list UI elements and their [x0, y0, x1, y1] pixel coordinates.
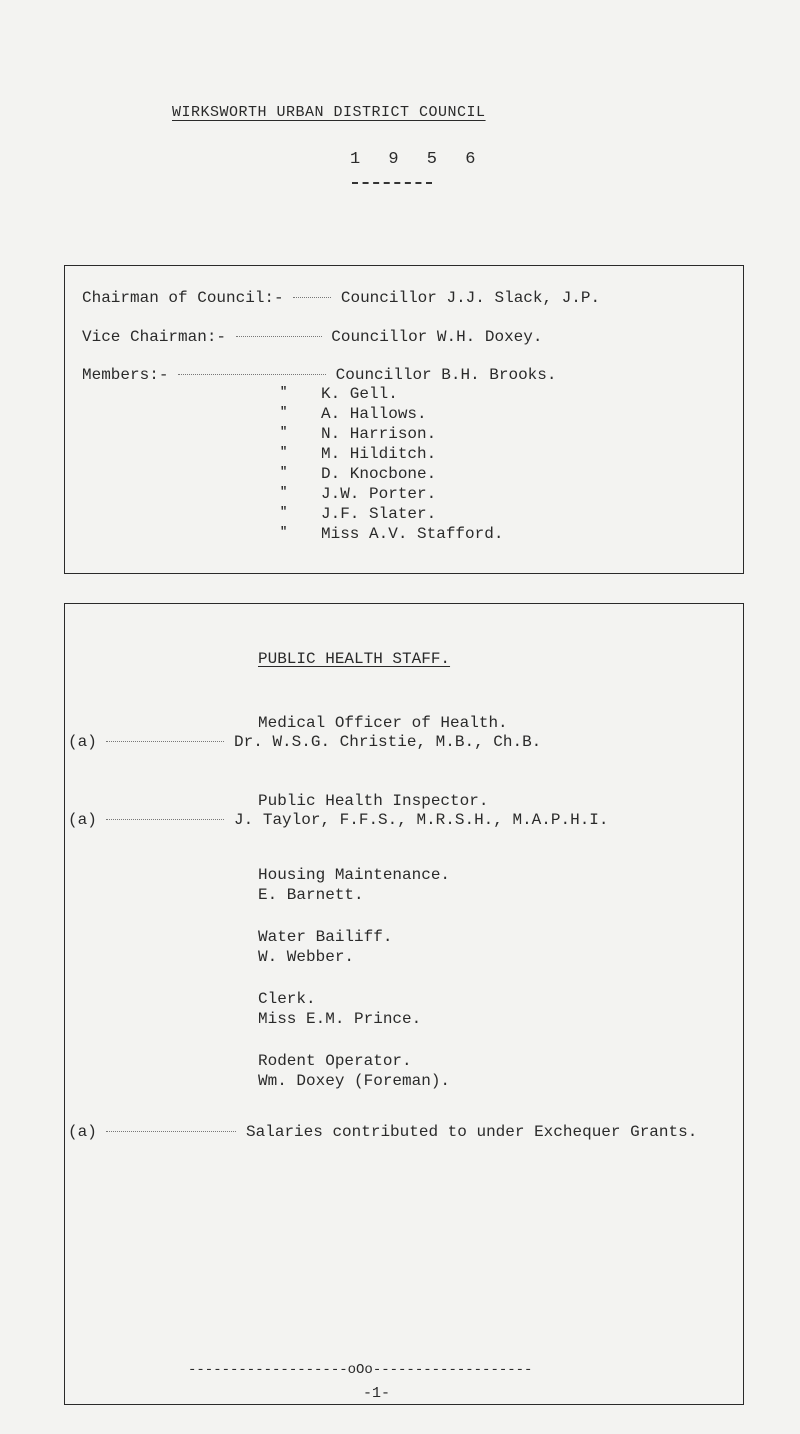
- member-name: A. Hallows.: [321, 405, 427, 423]
- footnote-marker: (a): [68, 1123, 97, 1141]
- staff-role: Medical Officer of Health.: [258, 714, 508, 732]
- chairman-row: [82, 288, 600, 308]
- members-row: [82, 365, 556, 385]
- vice-chairman-label: Vice Chairman:-: [82, 328, 227, 346]
- end-mark: -------------------oOo-------------------: [188, 1362, 533, 1378]
- footnote-marker: (a): [68, 811, 97, 829]
- staff-name: J. Taylor, F.F.S., M.R.S.H., M.A.P.H.I.: [234, 811, 609, 829]
- ditto-mark: ": [280, 405, 288, 419]
- staff-name: Wm. Doxey (Foreman).: [258, 1072, 451, 1090]
- document-title: WIRKSWORTH URBAN DISTRICT COUNCIL: [172, 104, 486, 121]
- ditto-mark: ": [280, 525, 288, 539]
- member-name: K. Gell.: [321, 385, 398, 403]
- ditto-mark: ": [280, 505, 288, 519]
- staff-entry: [68, 811, 609, 829]
- member-name: M. Hilditch.: [321, 445, 437, 463]
- vice-chairman-name: Councillor W.H. Doxey.: [331, 328, 543, 346]
- leader-dots: [293, 297, 331, 298]
- member-name: N. Harrison.: [321, 425, 437, 443]
- staff-section-title: PUBLIC HEALTH STAFF.: [258, 650, 451, 668]
- staff-entry: [68, 733, 541, 751]
- ditto-mark: ": [280, 445, 288, 459]
- ditto-mark: ": [280, 385, 288, 399]
- staff-role: Housing Maintenance.: [258, 866, 451, 884]
- staff-role: Rodent Operator.: [258, 1052, 412, 1070]
- chairman-name: Councillor J.J. Slack, J.P.: [340, 289, 601, 307]
- chairman-label: Chairman of Council:-: [82, 289, 284, 307]
- document-year: 1 9 5 6: [350, 150, 485, 169]
- footnote-marker: (a): [68, 733, 97, 751]
- page-number: -1-: [363, 1385, 391, 1402]
- vice-chairman-row: [82, 327, 542, 347]
- footnote-text: Salaries contributed to under Exchequer Grants.: [246, 1123, 698, 1141]
- members-label: Members:-: [82, 366, 169, 384]
- leader-dots: [106, 819, 224, 820]
- member-name: D. Knocbone.: [321, 465, 437, 483]
- ditto-mark: ": [280, 425, 288, 439]
- staff-name: Dr. W.S.G. Christie, M.B., Ch.B.: [234, 733, 542, 751]
- ditto-mark: ": [280, 465, 288, 479]
- staff-role: Water Bailiff.: [258, 928, 393, 946]
- year-underline: [352, 182, 432, 184]
- member-name: Miss A.V. Stafford.: [321, 525, 504, 543]
- leader-dots: [106, 741, 224, 742]
- member-name: Councillor B.H. Brooks.: [335, 366, 557, 384]
- staff-name: W. Webber.: [258, 948, 355, 966]
- member-name: J.F. Slater.: [321, 505, 437, 523]
- footnote: [68, 1123, 697, 1141]
- staff-name: Miss E.M. Prince.: [258, 1010, 422, 1028]
- leader-dots: [236, 336, 322, 337]
- staff-name: E. Barnett.: [258, 886, 364, 904]
- member-name: J.W. Porter.: [321, 485, 437, 503]
- staff-role: Clerk.: [258, 990, 316, 1008]
- staff-role: Public Health Inspector.: [258, 792, 489, 810]
- leader-dots: [178, 374, 326, 375]
- leader-dots: [106, 1131, 236, 1132]
- ditto-mark: ": [280, 485, 288, 499]
